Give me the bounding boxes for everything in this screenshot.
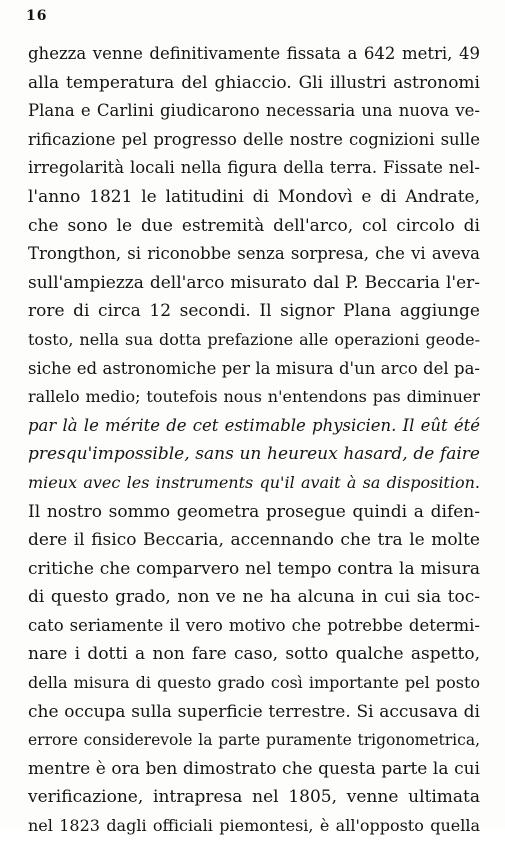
text-line: alla temperatura del ghiaccio. Gli illustri astronomi <box>28 72 480 93</box>
text-line: siche ed astronomiche per la misura d'un arco del pa- <box>28 358 480 378</box>
text-line: Trongthon, si riconobbe senza sorpresa, che vi aveva <box>28 244 480 264</box>
text-line: dere il fisico Beccaria, accennando che tra le molte <box>28 530 480 551</box>
text-line: Plana e Carlini giudicarono necessaria una nuova ve- <box>28 101 480 121</box>
text-line: l'anno 1821 le latitudini di Mondovì e di Andrate, <box>28 186 480 207</box>
text-line: rallelo medio; toutefois nous n'entendons pas diminuer <box>28 387 480 407</box>
text-line: ghezza venne definitivamente fissata a 642 metri, 49 <box>28 44 480 63</box>
text-line: rificazione pel progresso delle nostre cognizioni sulle <box>28 129 480 149</box>
page-number: 16 <box>26 8 48 24</box>
text-line: critiche che comparvero nel tempo contra la misura <box>28 558 480 579</box>
text-line: presqu'impossible, sans un heureux hasard, de faire <box>28 444 480 465</box>
text-line: di questo grado, non ve ne ha alcuna in cui sia toc- <box>28 587 480 608</box>
text-line: par là le mérite de cet estimable physicien. Il eût été <box>28 415 480 435</box>
text-line: nare i dotti a non fare caso, sotto qualche aspetto, <box>28 644 480 665</box>
text-line: della misura di questo grado così importante pel posto <box>28 673 480 693</box>
text-line: rore di circa 12 secondi. Il signor Plana aggiunge <box>28 301 480 322</box>
text-line: mentre è ora ben dimostrato che questa parte la cui <box>28 758 480 779</box>
text-line: errore considerevole la parte puramente trigonometrica, <box>28 731 480 750</box>
body-text <box>28 40 480 841</box>
text-line: tosto, nella sua dotta prefazione alle operazioni geode- <box>28 329 480 349</box>
text-line: nel 1823 dagli officiali piemontesi, è all'opposto quella <box>28 816 480 836</box>
text-line: mieux avec les instruments qu'il avait à sa disposition. <box>28 472 480 492</box>
text-line: sull'ampiezza dell'arco misurato dal P. Beccaria l'er- <box>28 272 480 293</box>
text-line: irregolarità locali nella figura della terra. Fissate nel- <box>28 158 480 178</box>
text-line: verificazione, intrapresa nel 1805, venne ultimata <box>28 787 480 808</box>
text-line: che occupa sulla superficie terrestre. Si accusava di <box>28 701 480 722</box>
text-line: cato seriamente il vero motivo che potrebbe determi- <box>28 615 480 635</box>
text-line: Il nostro sommo geometra prosegue quindi a difen- <box>28 501 480 522</box>
text-line: che sono le due estremità dell'arco, col circolo di <box>28 215 480 236</box>
